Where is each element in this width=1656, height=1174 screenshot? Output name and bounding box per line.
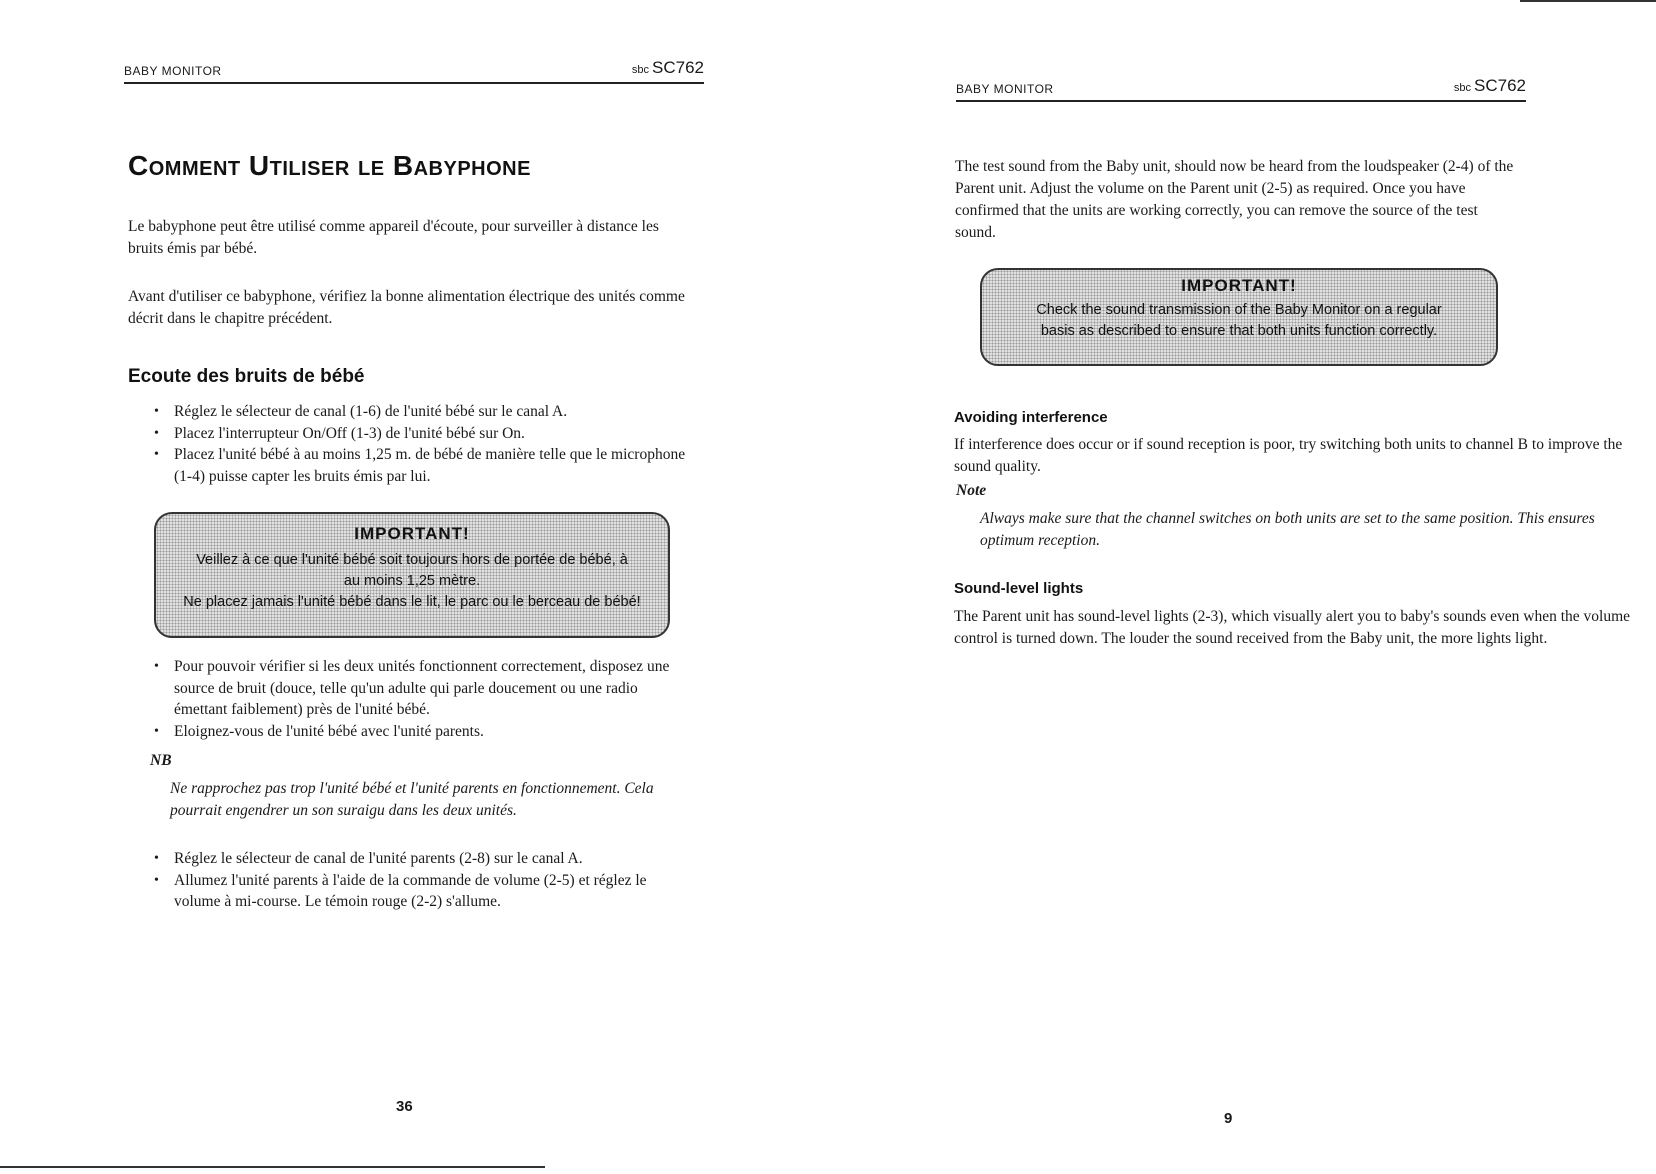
top-rule [1520, 0, 1656, 2]
header-model-number: SC762 [652, 58, 704, 77]
intro-paragraph-1: Le babyphone peut être utilisé comme appareil d'écoute, pour surveiller à distance les bruits émis par bébé. [128, 218, 659, 257]
important-line: Check the sound transmission of the Baby Monitor on a regular [1036, 302, 1442, 318]
important-line: basis as described to ensure that both units function correctly. [1040, 323, 1438, 339]
list-item: • Réglez le sélecteur de canal de l'unité parents (2-8) sur le canal A. [152, 848, 692, 870]
important-line: au moins 1,25 mètre. [343, 573, 481, 589]
lights-text: The Parent unit has sound-level lights (2-3), which visually alert you to baby's sounds even when the volume control is turned down. The louder the sound received from the Baby unit, the more lights light. [954, 608, 1631, 647]
important-title: IMPORTANT! [1181, 276, 1297, 295]
list-item: • Placez l'interrupteur On/Off (1-3) de l'unité bébé sur On. [152, 423, 702, 445]
left-page-header [124, 54, 704, 84]
important-box [154, 512, 670, 638]
left-page [0, 0, 800, 1174]
important-box [980, 268, 1498, 366]
nb-label: NB [150, 752, 172, 769]
important-title: IMPORTANT! [354, 524, 470, 543]
bullet-list-1 [152, 401, 702, 487]
section-heading: Ecoute des bruits de bébé [128, 366, 365, 387]
header-brand: BABY MONITOR [956, 82, 1054, 96]
interference-text: If interference does occur or if sound reception is poor, try switching both units to channel B to improve the sound quality. [954, 436, 1623, 475]
note-text: Always make sure that the channel switches on both units are set to the same position. This ensures optimum reception. [980, 510, 1595, 549]
list-item: • Pour pouvoir vérifier si les deux unités fonctionnent correctement, disposez une source de bruit (douce, telle qu'un adulte qui parle doucement ou une radio émettant faiblement) près de l'unité bébé. [152, 656, 687, 721]
important-line: Ne placez jamais l'unité bébé dans le lit, le parc ou le berceau de bébé! [183, 594, 641, 610]
right-page-header [956, 72, 1526, 102]
list-item: • Eloignez-vous de l'unité bébé avec l'unité parents. [152, 721, 687, 743]
list-item: • Réglez le sélecteur de canal (1-6) de l'unité bébé sur le canal A. [152, 401, 702, 423]
bottom-rule [0, 1166, 545, 1168]
interference-heading: Avoiding interference [954, 409, 1108, 426]
header-model [632, 58, 704, 78]
header-model [1454, 76, 1526, 96]
list-item: • Placez l'unité bébé à au moins 1,25 m. de bébé de manière telle que le microphone (1-4) puisse capter les bruits émis par lui. [152, 444, 702, 487]
intro-paragraph-2: Avant d'utiliser ce babyphone, vérifiez la bonne alimentation électrique des unités comme décrit dans le chapitre précédent. [128, 288, 685, 327]
page-number: 9 [1224, 1110, 1233, 1127]
lights-heading: Sound-level lights [954, 580, 1084, 597]
list-item: • Allumez l'unité parents à l'aide de la commande de volume (2-5) et réglez le volume à mi-course. Le témoin rouge (2-2) s'allume. [152, 870, 692, 913]
bullet-list-2 [152, 656, 687, 742]
bullet-list-3 [152, 848, 692, 913]
page-title: Comment Utiliser le Babyphone [128, 150, 531, 181]
header-model-number: SC762 [1474, 76, 1526, 95]
header-brand: BABY MONITOR [124, 64, 222, 78]
important-line: Veillez à ce que l'unité bébé soit toujours hors de portée de bébé, à [196, 552, 628, 568]
nb-text: Ne rapprochez pas trop l'unité bébé et l'unité parents en fonctionnement. Cela pourrait engendrer un son suraigu dans les deux unités. [170, 780, 654, 819]
right-page [828, 0, 1656, 1174]
note-label: Note [956, 482, 987, 499]
intro-paragraph: The test sound from the Baby unit, should now be heard from the loudspeaker (2-4) of the Parent unit. Adjust the volume on the Parent unit (2-5) as required. Once you have confirmed that the units are working correctly, you can remove the source of the test sound. [955, 158, 1514, 241]
header-model-prefix: sbc [1453, 82, 1472, 94]
page-number: 36 [396, 1098, 413, 1115]
header-model-prefix: sbc [631, 64, 650, 76]
